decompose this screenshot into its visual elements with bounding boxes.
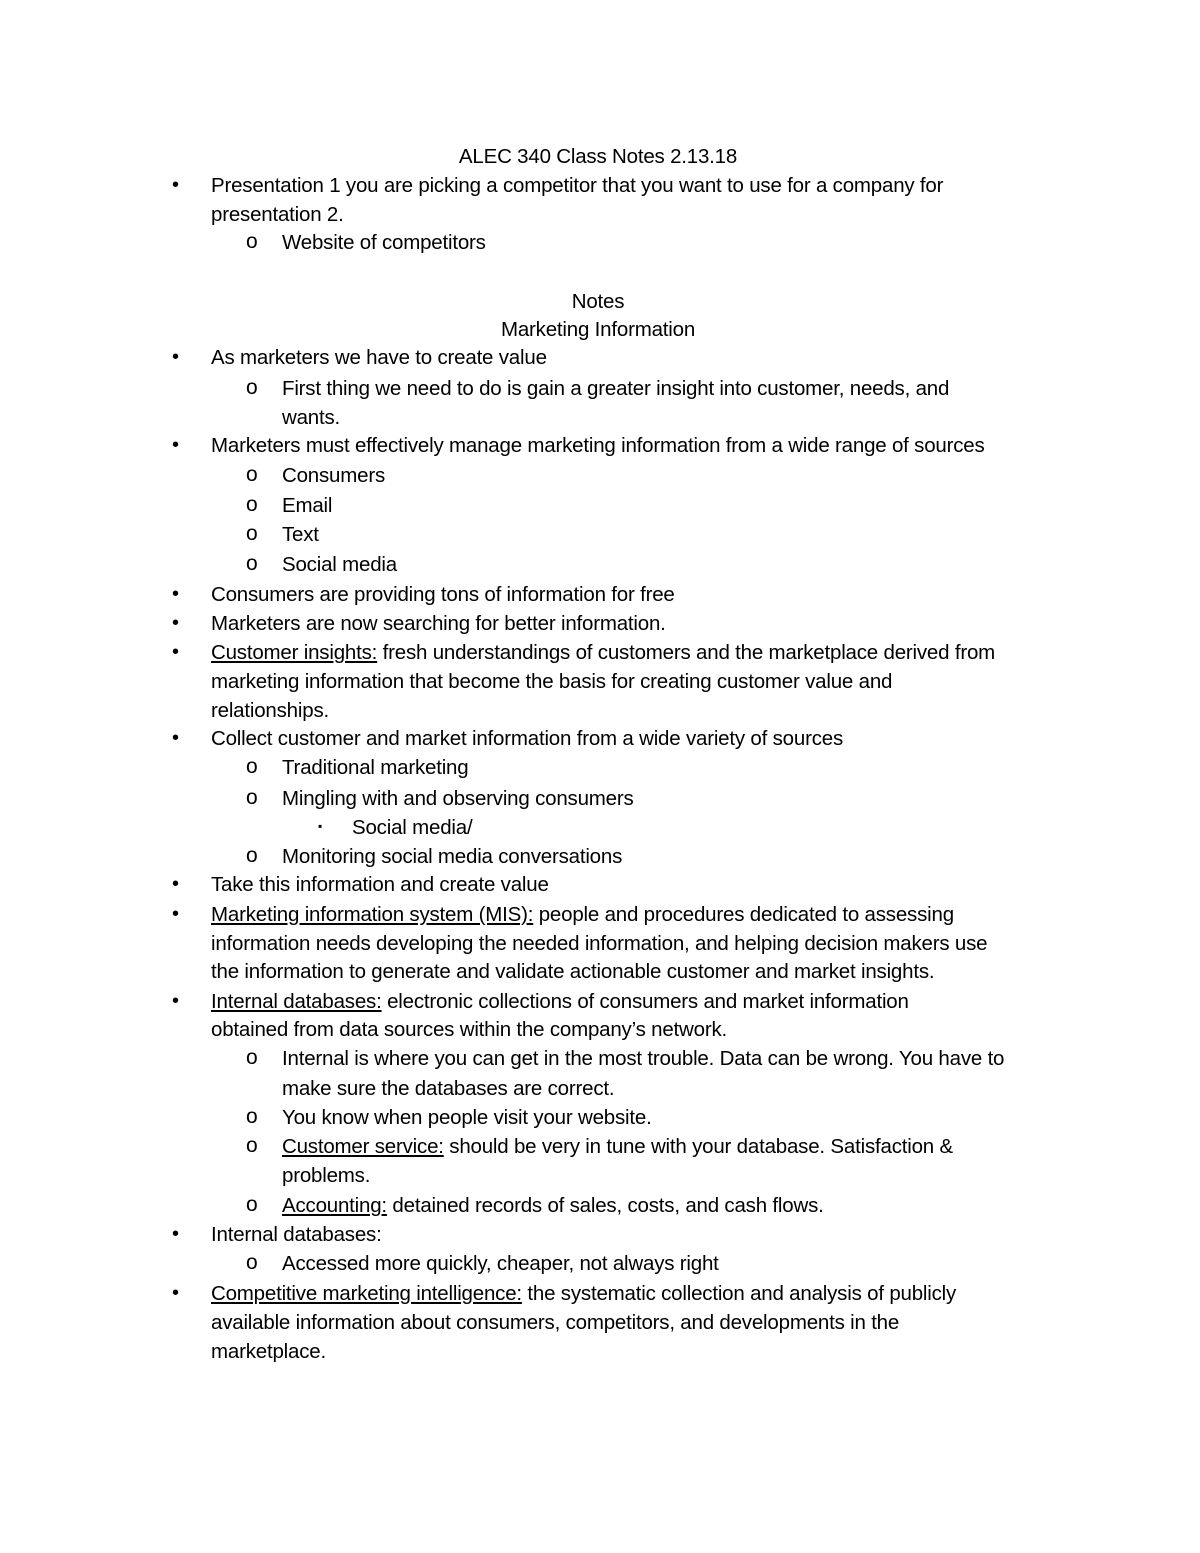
list-item: Internal databases: (211, 1223, 382, 1246)
term-marketing-information-system: Marketing information system (MIS): (211, 903, 534, 926)
term-internal-databases: Internal databases: (211, 990, 382, 1013)
definition-text: people and procedures dedicated to assessing (533, 903, 954, 926)
bullet-icon: • (172, 174, 180, 196)
list-item: Take this information and create value (211, 873, 549, 896)
sub-list-item: Email (282, 494, 333, 517)
bullet-icon: • (172, 873, 180, 895)
list-item: Presentation 1 you are picking a competitor that you want to use for a company for (211, 174, 944, 197)
sub-bullet-icon: o (246, 755, 258, 778)
sub-list-item: Traditional marketing (282, 756, 469, 779)
list-item: As marketers we have to create value (211, 346, 547, 369)
term-competitive-marketing-intelligence: Competitive marketing intelligence: (211, 1282, 522, 1305)
sub-bullet-icon: o (246, 230, 258, 253)
sub-list-item: First thing we need to do is gain a greater insight into customer, needs, and (282, 377, 950, 400)
term-customer-service: Customer service: (282, 1135, 444, 1158)
sub-list-item: Text (282, 523, 319, 546)
sub-list-item: You know when people visit your website. (282, 1106, 652, 1129)
bullet-icon: • (172, 1282, 180, 1304)
sub-bullet-icon: o (246, 844, 258, 867)
list-item: Marketers are now searching for better information. (211, 612, 666, 635)
definition-text: electronic collections of consumers and market information (381, 990, 909, 1013)
bullet-icon: • (172, 990, 180, 1012)
sub-list-item (282, 1132, 953, 1161)
section-heading-notes: Notes (571, 290, 625, 313)
sub-bullet-icon: o (246, 522, 258, 545)
sub-list-item: Social media (282, 553, 397, 576)
page-title: ALEC 340 Class Notes 2.13.18 (458, 145, 738, 168)
sub-bullet-icon: o (246, 1193, 258, 1216)
bullet-icon: • (172, 1223, 180, 1245)
sub-bullet-icon: o (246, 1105, 258, 1128)
sub-bullet-icon: o (246, 1046, 258, 1069)
sub-sub-list-item: Social media/ (352, 816, 473, 839)
list-item (211, 1279, 956, 1308)
definition-text: detained records of sales, costs, and cash flows. (386, 1194, 824, 1217)
sub-list-item: Internal is where you can get in the most trouble. Data can be wrong. You have to (282, 1047, 1005, 1070)
list-item-continuation: marketing information that become the basis for creating customer value and (211, 670, 893, 693)
list-item (211, 987, 909, 1016)
list-item-continuation: obtained from data sources within the company’s network. (211, 1018, 728, 1041)
definition-text: the systematic collection and analysis of publicly (521, 1282, 957, 1305)
bullet-icon: • (172, 346, 180, 368)
list-item: Collect customer and market information from a wide variety of sources (211, 727, 844, 750)
term-accounting: Accounting: (282, 1194, 387, 1217)
term-customer-insights: Customer insights: (211, 641, 378, 664)
section-heading-marketing-information: Marketing Information (500, 318, 696, 341)
sub-list-item-continuation: problems. (282, 1164, 371, 1187)
list-item-continuation: the information to generate and validate actionable customer and market insights. (211, 960, 935, 983)
bullet-icon: • (172, 434, 180, 456)
sub-list-item-continuation: make sure the databases are correct. (282, 1077, 615, 1100)
bullet-icon: • (172, 583, 180, 605)
sub-bullet-icon: o (246, 1251, 258, 1274)
sub-bullet-icon: o (246, 1134, 258, 1157)
sub-bullet-icon: o (246, 552, 258, 575)
sub-bullet-icon: o (246, 786, 258, 809)
sub-list-item: Accessed more quickly, cheaper, not always right (282, 1252, 719, 1275)
sub-bullet-icon: o (246, 376, 258, 399)
sub-list-item: Website of competitors (282, 231, 486, 254)
sub-sub-bullet-icon: ▪ (318, 819, 323, 833)
bullet-icon: • (172, 903, 180, 925)
definition-text: fresh understandings of customers and the marketplace derived from (377, 641, 996, 664)
sub-list-item: Consumers (282, 464, 386, 487)
list-item-continuation: available information about consumers, competitors, and developments in the (211, 1311, 900, 1334)
bullet-icon: • (172, 641, 180, 663)
list-item (211, 900, 954, 929)
list-item-continuation: information needs developing the needed information, and helping decision makers use (211, 932, 988, 955)
sub-list-item-continuation: wants. (282, 406, 341, 429)
list-item-continuation: marketplace. (211, 1340, 326, 1363)
sub-list-item: Mingling with and observing consumers (282, 787, 634, 810)
list-item: Consumers are providing tons of information for free (211, 583, 675, 606)
sub-bullet-icon: o (246, 463, 258, 486)
sub-bullet-icon: o (246, 493, 258, 516)
list-item-continuation: relationships. (211, 699, 329, 722)
bullet-icon: • (172, 727, 180, 749)
list-item (211, 638, 995, 667)
sub-list-item: Monitoring social media conversations (282, 845, 623, 868)
list-item-continuation: presentation 2. (211, 203, 344, 226)
definition-text: should be very in tune with your database. Satisfaction & (443, 1135, 953, 1158)
sub-list-item (282, 1191, 824, 1220)
list-item: Marketers must effectively manage marketing information from a wide range of sources (211, 434, 985, 457)
bullet-icon: • (172, 612, 180, 634)
